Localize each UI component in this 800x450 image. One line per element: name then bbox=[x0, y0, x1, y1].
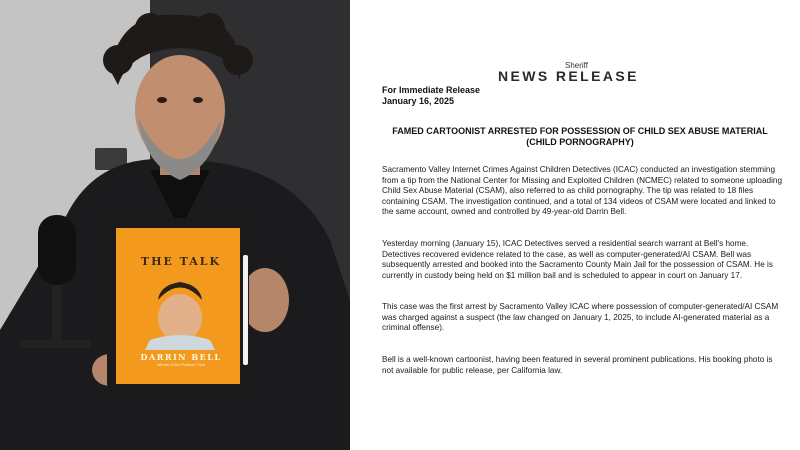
release-paragraph: This case was the first arrest by Sacramento Valley ICAC where possession of computer-generated/AI CSAM was charged against a suspect (the law changed on January 1, 2025, to include AI-generated material as a criminal offense). bbox=[382, 302, 779, 333]
news-release-heading: NEWS RELEASE bbox=[498, 68, 639, 84]
release-paragraph: Bell is a well-known cartoonist, having been featured in several prominent publications. His booking photo is not available for public release, per California law. bbox=[382, 355, 773, 375]
photo-panel bbox=[0, 0, 350, 450]
portrait-illustration bbox=[0, 0, 350, 450]
release-date: January 16, 2025 bbox=[382, 96, 455, 106]
book-subtitle: Winner of the Pulitzer Prize bbox=[156, 362, 206, 367]
immediate-release-label: For Immediate Release bbox=[382, 85, 481, 95]
book-author: DARRIN BELL bbox=[140, 352, 222, 362]
sheriff-label: Sheriff bbox=[565, 61, 588, 70]
release-headline: FAMED CARTOONIST ARRESTED FOR POSSESSION OF CHILD SEX ABUSE MATERIAL (CHILD PORNOGRAPHY) bbox=[392, 126, 768, 147]
book-title: THE TALK bbox=[140, 255, 222, 268]
release-paragraph: Sacramento Valley Internet Crimes Against Children Detectives (ICAC) conducted an investigation stemming from a tip from the National Center for Missing and Exploited Children (NCMEC) related to someone uploading Child Sex Abuse Material (CSAM), also referred to as child pornography. The tip was related to 18 files containing CSAM. The investigation continued, and a total of 134 videos of CSAM were located and linked to the same account, owned and controlled by 49-year-old Darrin Bell. bbox=[382, 165, 783, 217]
press-release bbox=[350, 0, 800, 450]
release-paragraph: Yesterday morning (January 15), ICAC Detectives served a residential search warrant at Bell's home. Detectives recovered evidence related to the case, as well as computer-generated/AI CSAM. Bell was subsequently arrested and booked into the Sacramento County Main Jail for the possession of CSAM. He is currently in custody being held on $1 million bail and is scheduled to appear in court on January 17. bbox=[382, 239, 773, 280]
